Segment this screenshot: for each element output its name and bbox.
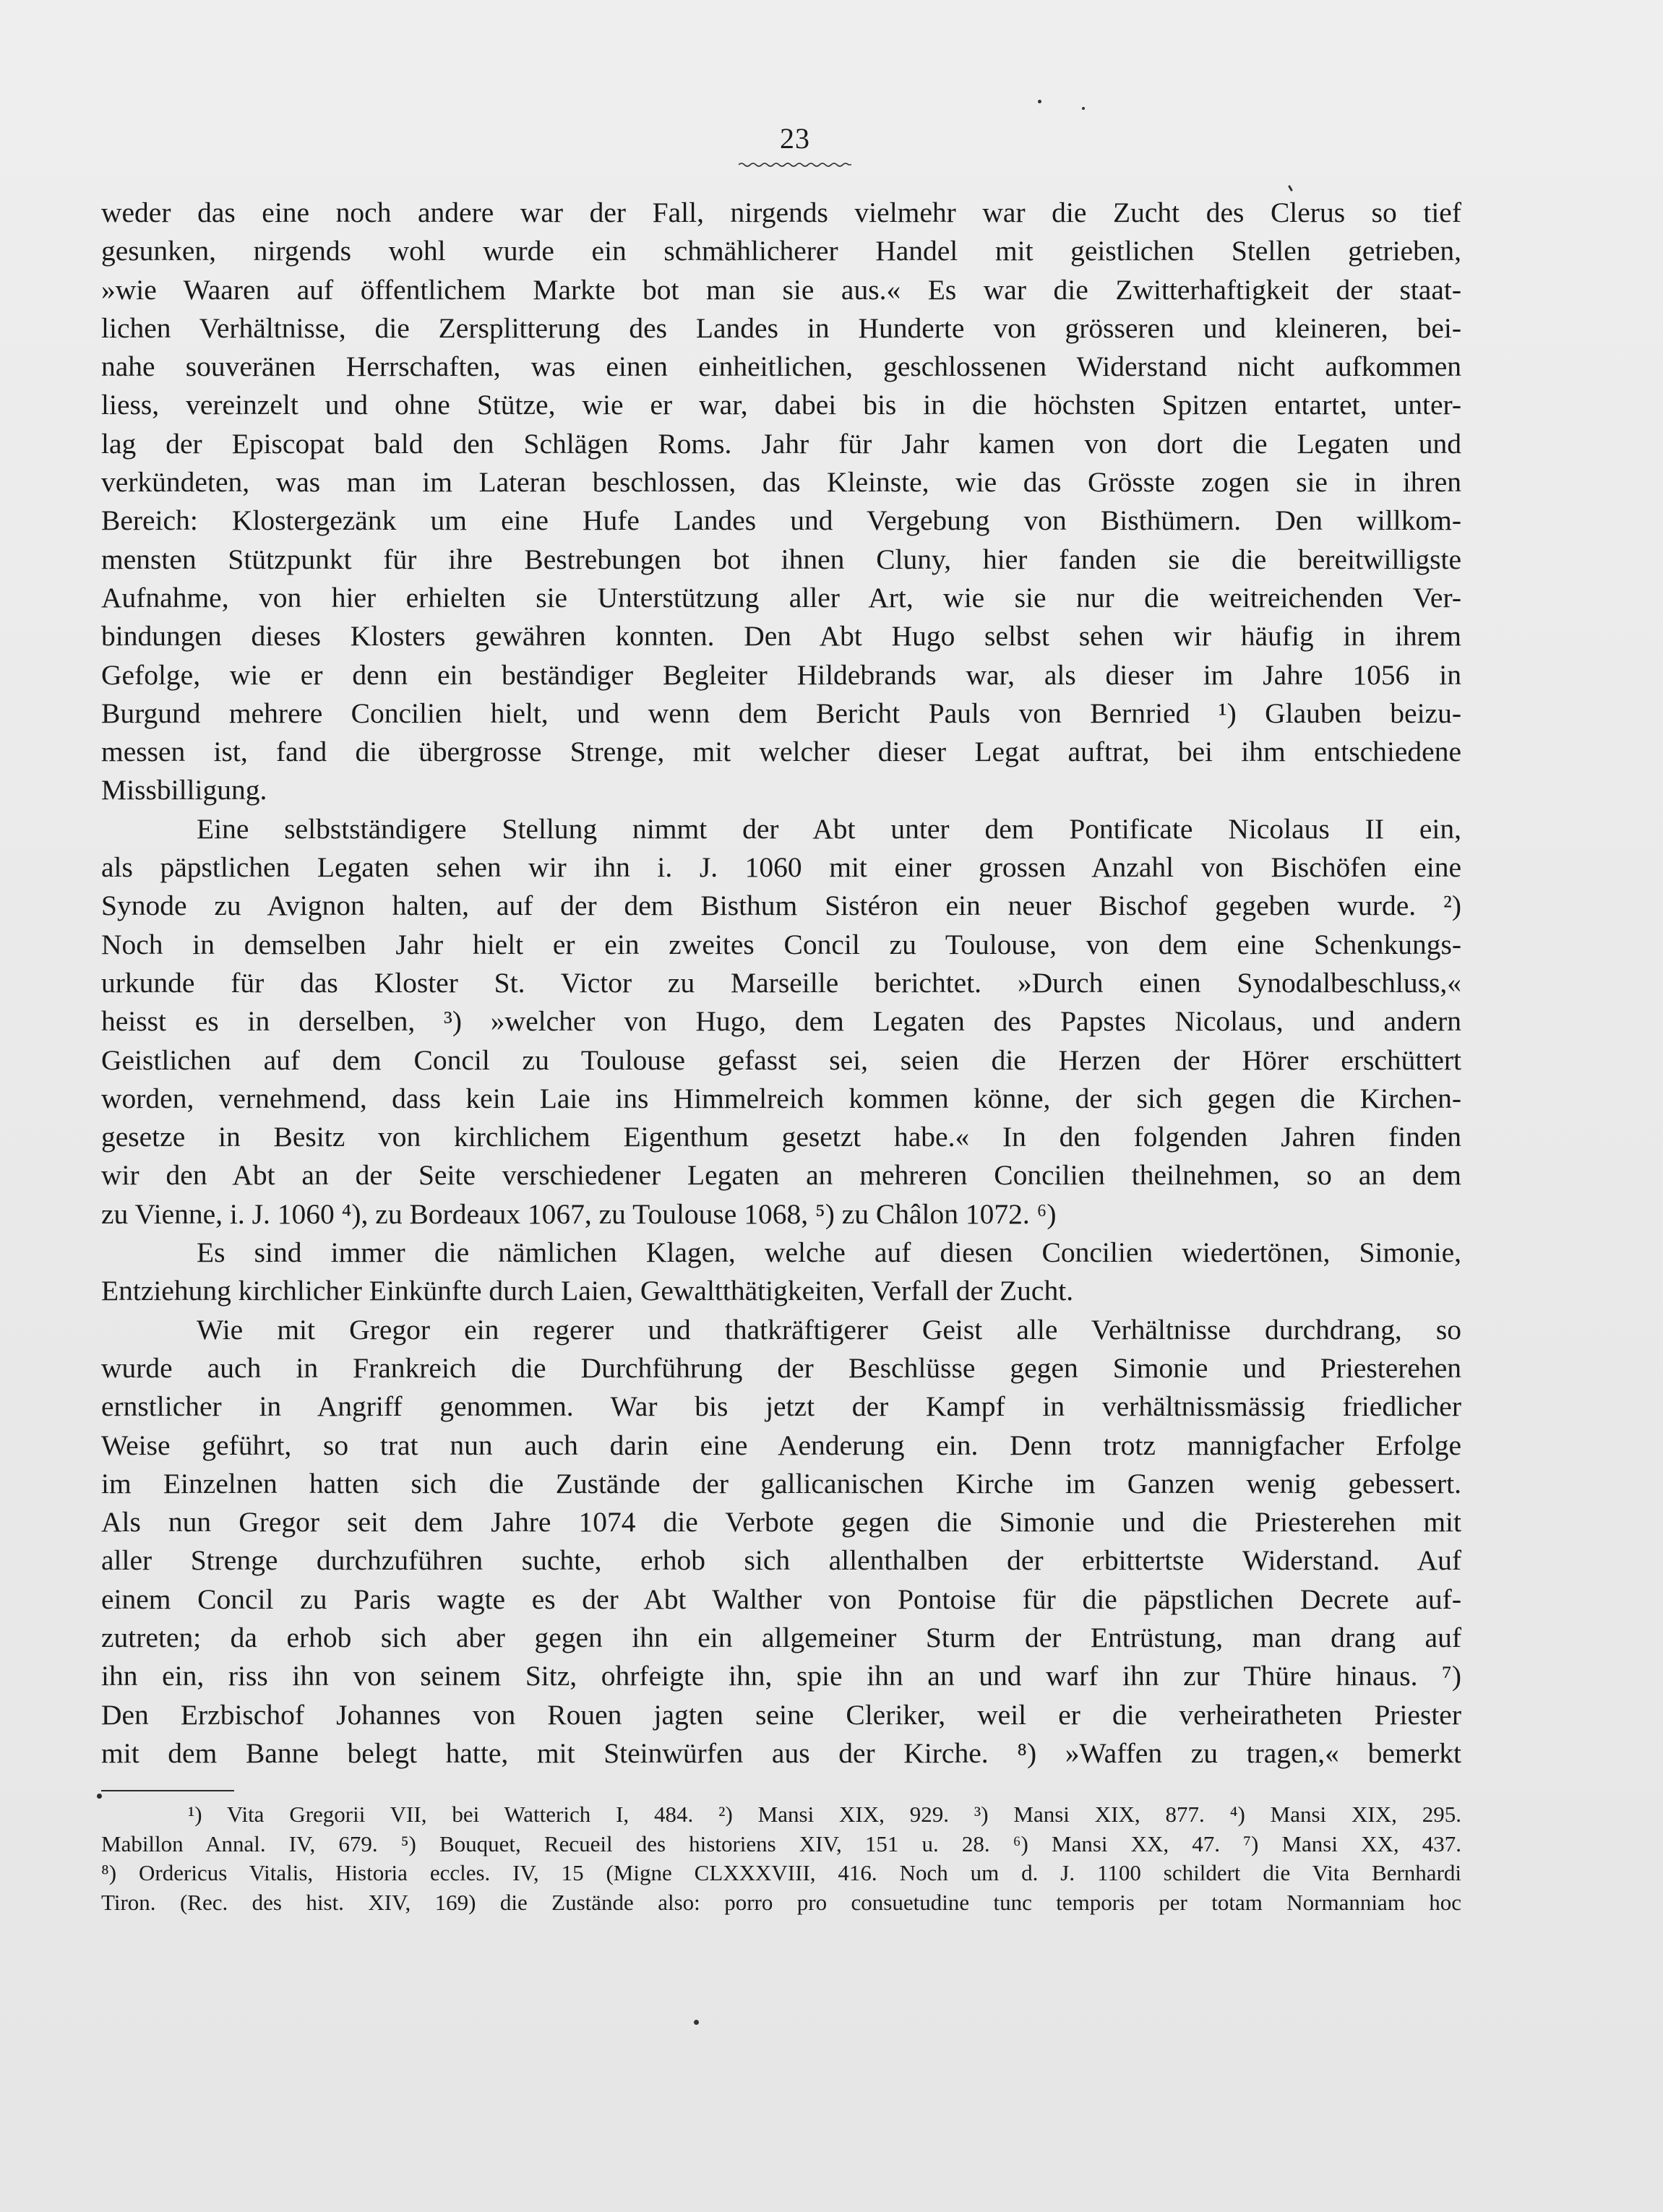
- page-number: 23: [780, 122, 810, 155]
- text-line: Eine selbstständigere Stellung nimmt der Abt unter dem Pontificate Nicolaus II ein,: [197, 812, 1461, 845]
- text-line: Synode zu Avignon halten, auf der dem Bisthum Sistéron ein neuer Bischof gegeben wurde. ²): [101, 890, 1461, 922]
- text-line: zutreten; da erhob sich aber gegen ihn ein allgemeiner Sturm der Entrüstung, man drang auf: [101, 1621, 1461, 1653]
- text-line: ernstlicher in Angriff genommen. War bis jetzt der Kampf in verhältnissmässig friedlicher: [101, 1390, 1461, 1423]
- text-line: Gefolge, wie er denn ein beständiger Begleiter Hildebrands war, als dieser im Jahre 1056 in: [101, 658, 1461, 691]
- text-line: Geistlichen auf dem Concil zu Toulouse gefasst sei, seien die Herzen der Hörer erschüttert: [101, 1043, 1461, 1076]
- text-line: als päpstlichen Legaten sehen wir ihn i. J. 1060 mit einer grossen Anzahl von Bischöfen eine: [101, 851, 1461, 884]
- text-line: heisst es in derselben, ³) »welcher von Hugo, dem Legaten des Papstes Nicolaus, und andern: [101, 1005, 1461, 1038]
- paper-speck: [1288, 185, 1293, 191]
- text-line: Burgund mehrere Concilien hielt, und wenn dem Bericht Pauls von Bernried ¹) Glauben beizu-: [101, 697, 1461, 729]
- text-line: einem Concil zu Paris wagte es der Abt Walther von Pontoise für die päpstlichen Decrete auf-: [101, 1583, 1461, 1615]
- text-line: wurde auch in Frankreich die Durchführung der Beschlüsse gegen Simonie und Priesterehen: [101, 1351, 1461, 1384]
- text-line: im Einzelnen hatten sich die Zustände der gallicanischen Kirche im Ganzen wenig gebessert.: [101, 1467, 1461, 1499]
- text-line: Entziehung kirchlicher Einkünfte durch Laien, Gewaltthätigkeiten, Verfall der Zucht.: [101, 1275, 1074, 1307]
- footnote-separator: [101, 1790, 234, 1791]
- footnote-line: ¹) Vita Gregorii VII, bei Watterich I, 484. ²) Mansi XIX, 929. ³) Mansi XIX, 877. ⁴) Mansi XIX, 295.: [188, 1802, 1461, 1827]
- text-line: Es sind immer die nämlichen Klagen, welche auf diesen Concilien wiedertönen, Simonie,: [197, 1236, 1461, 1269]
- text-line: bindungen dieses Klosters gewähren konnten. Den Abt Hugo selbst sehen wir häufig in ihrem: [101, 620, 1461, 653]
- text-line: Als nun Gregor seit dem Jahre 1074 die Verbote gegen die Simonie und die Priesterehen mit: [101, 1506, 1461, 1538]
- paragraph-2: [101, 810, 1461, 1234]
- text-line: messen ist, fand die übergrosse Strenge, mit welcher dieser Legat auftrat, bei ihm entschiedene: [101, 736, 1461, 768]
- text-line: »wie Waaren auf öffentlichem Markte bot man sie aus.« Es war die Zwitterhaftigkeit der staat-: [101, 273, 1461, 306]
- text-line: Wie mit Gregor ein regerer und thatkräftigerer Geist alle Verhältnisse durchdrang, so: [197, 1313, 1461, 1346]
- text-line: urkunde für das Kloster St. Victor zu Marseille berichtet. »Durch einen Synodalbeschluss,«: [101, 966, 1461, 999]
- text-line: aller Strenge durchzuführen suchte, erhob sich allenthalben der erbittertste Widerstand. Auf: [101, 1544, 1461, 1577]
- text-line: Bereich: Klostergezänk um eine Hufe Landes und Vergebung von Bisthümern. Den willkom-: [101, 504, 1461, 537]
- text-line: Noch in demselben Jahr hielt er ein zweites Concil zu Toulouse, von dem eine Schenkungs-: [101, 928, 1461, 960]
- footnote-line: Mabillon Annal. IV, 679. ⁵) Bouquet, Recueil des historiens XIV, 151 u. 28. ⁶) Mansi XX, 47. ⁷) Mansi XX, 437.: [101, 1830, 1461, 1856]
- text-line: nahe souveränen Herrschaften, was einen einheitlichen, geschlossenen Widerstand nicht aufkommen: [101, 350, 1461, 383]
- footnote-mark: [97, 1794, 102, 1799]
- text-line: worden, vernehmend, dass kein Laie ins Himmelreich kommen könne, der sich gegen die Kirchen-: [101, 1082, 1461, 1114]
- main-text: [101, 194, 1461, 1773]
- paper-speck: [694, 2020, 699, 2025]
- text-line: verkündeten, was man im Lateran beschlossen, das Kleinste, wie das Grösste zogen sie in ihren: [101, 466, 1461, 499]
- text-line: Missbilligung.: [101, 774, 267, 806]
- text-line: liess, vereinzelt und ohne Stütze, wie er war, dabei bis in die höchsten Spitzen entartet, unter-: [101, 389, 1461, 421]
- paragraph-3: [101, 1234, 1461, 1311]
- text-line: gesetze in Besitz von kirchlichem Eigenthum gesetzt habe.« In den folgenden Jahren finden: [101, 1121, 1461, 1153]
- footnotes: [101, 1800, 1461, 1917]
- text-line: weder das eine noch andere war der Fall, nirgends vielmehr war die Zucht des Clerus so tief: [101, 197, 1461, 228]
- text-line: wir den Abt an der Seite verschiedener Legaten an mehreren Concilien theilnehmen, so an dem: [101, 1159, 1461, 1192]
- paragraph-1: [101, 194, 1461, 810]
- paragraph-4: [101, 1311, 1461, 1773]
- text-line: lichen Verhältnisse, die Zersplitterung des Landes in Hunderte von grösseren und kleineren, bei-: [101, 311, 1461, 344]
- text-line: Aufnahme, von hier erhielten sie Unterstützung aller Art, wie sie nur die weitreichenden Ver-: [101, 581, 1461, 614]
- footnote-line: Tiron. (Rec. des hist. XIV, 169) die Zustände also: porro pro consuetudine tunc temporis per totam Normanniam hoc: [101, 1889, 1461, 1915]
- footnote-line: ⁸) Ordericus Vitalis, Historia eccles. IV, 15 (Migne CLXXXVIII, 416. Noch um d. J. 1100 schildert die Vita Bernhardi: [101, 1860, 1461, 1885]
- text-line: Den Erzbischof Johannes von Rouen jagten seine Cleriker, weil er die verheiratheten Priester: [101, 1698, 1461, 1731]
- paper-speck: [1038, 100, 1041, 103]
- text-line: Weise geführt, so trat nun auch darin eine Aenderung ein. Denn trotz mannigfacher Erfolge: [101, 1429, 1461, 1461]
- text-line: ihn ein, riss ihn von seinem Sitz, ohrfeigte ihn, spie ihn an und warf ihn zur Thüre hinaus. ⁷): [101, 1660, 1461, 1692]
- page-number-ornament: [739, 162, 851, 168]
- text-line: zu Vienne, i. J. 1060 ⁴), zu Bordeaux 1067, zu Toulouse 1068, ⁵) zu Châlon 1072. ⁶): [101, 1197, 1057, 1230]
- paper-speck: [1082, 107, 1085, 110]
- text-line: mensten Stützpunkt für ihre Bestrebungen bot ihnen Cluny, hier fanden sie die bereitwilligste: [101, 543, 1461, 575]
- text-line: mit dem Banne belegt hatte, mit Steinwürfen aus der Kirche. ⁸) »Waffen zu tragen,« bemerkt: [101, 1737, 1461, 1769]
- text-line: lag der Episcopat bald den Schlägen Roms. Jahr für Jahr kamen von dort die Legaten und: [101, 427, 1461, 460]
- text-line: gesunken, nirgends wohl wurde ein schmählicherer Handel mit geistlichen Stellen getrieben,: [101, 235, 1461, 267]
